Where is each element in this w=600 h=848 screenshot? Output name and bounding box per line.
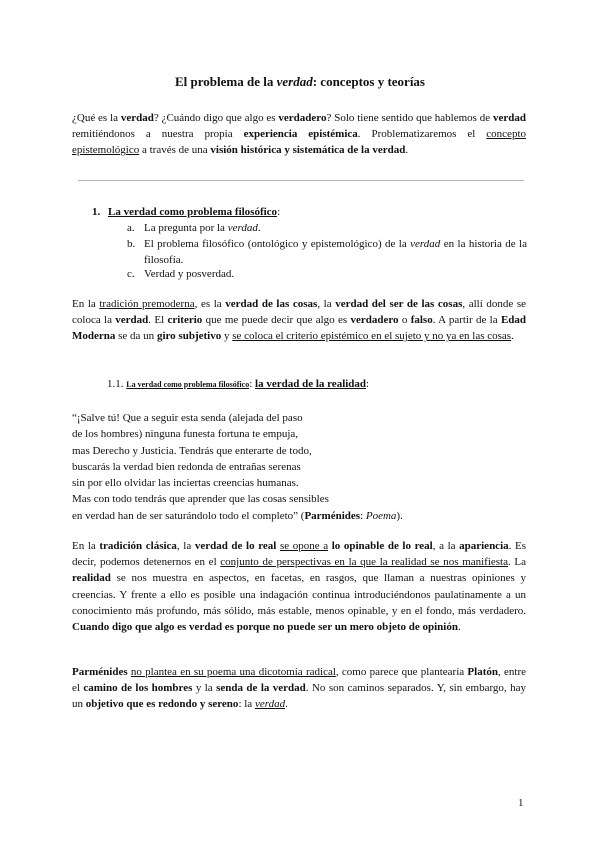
text-run: y: [221, 330, 233, 343]
text-run: .: [511, 330, 514, 343]
text-run: en verdad han de ser saturándolo todo el completo” (: [72, 509, 305, 522]
text-run: verdadero: [278, 112, 327, 124]
text-run: El problema filosófico (ontológico y epistemológico) de la: [144, 238, 411, 250]
text-run: verdad del ser de las cosas: [335, 298, 463, 310]
text-run: En la: [72, 540, 100, 552]
text-run: :: [360, 509, 366, 522]
list-item: b. El problema filosófico (ontológico y epistemológico) de la verdad en la historia de la filosofía.: [127, 238, 527, 267]
text-run: apariencia: [459, 540, 509, 552]
text-run: Edad Moderna: [72, 314, 527, 343]
text-run: . El: [148, 314, 168, 327]
poem-line: [72, 508, 403, 524]
text-run: , como parece que plantearía: [335, 666, 468, 678]
text-run: . No son caminos separados. Y, sin embargo, hay un: [72, 682, 526, 711]
text-run: verdad: [115, 314, 149, 327]
text-run: . La: [507, 556, 526, 569]
text-run: se opone a: [279, 540, 329, 552]
text-run: ).: [396, 509, 403, 522]
text-run: : la: [238, 698, 255, 711]
text-run: Cuando digo que algo es verdad es porque no puede ser un mero objeto de opinión: [72, 621, 458, 634]
premodern-paragraph: [72, 296, 526, 345]
poem-line: Mas con todo tendrás que aprender que las cosas sensibles: [72, 493, 329, 506]
text-run: tradición clásica: [99, 540, 177, 552]
text-run: .: [257, 222, 261, 234]
text-run: se nos muestra en aspectos, en facetas, en rasgos, que llaman a nuestras opiniones y creencias. Y frente a ello es posible una indagación continua introduciéndonos paulatinamente a un conocimiento más profundo, más sólido, más estable, menos opinable, y en el fondo, más verdadero.: [72, 572, 526, 617]
poem-quote: [72, 410, 403, 524]
page-title: El problema de la verdad: conceptos y teorías: [175, 74, 425, 89]
text-run: remitiéndonos a nuestra propia: [72, 128, 244, 141]
text-run: La pregunta por la: [144, 222, 228, 234]
list-item: a. La pregunta por la verdad.: [127, 222, 261, 234]
section-heading: 1. La verdad como problema filosófico:: [92, 206, 281, 218]
poem-line: sin por ello olvidar las inciertas creencias humanas.: [72, 477, 299, 490]
text-run: experiencia epistémica: [243, 128, 358, 141]
text-run: visión histórica y sistemática de la verdad: [210, 144, 406, 157]
text-run: verdad: [227, 222, 258, 234]
text-run: objetivo que es redondo y sereno: [85, 698, 239, 711]
text-run: giro subjetivo: [156, 330, 222, 343]
text-run: , la: [176, 540, 195, 552]
text-run: Verdad y posverdad.: [144, 268, 235, 280]
classical-paragraph: [72, 538, 526, 635]
intro-paragraph: [72, 110, 526, 159]
text-run: ? Solo tiene sentido que hablemos de: [326, 112, 494, 124]
text-run: que me puede decir que algo es: [202, 314, 351, 327]
text-run: senda de la verdad: [216, 682, 306, 695]
text-run: . Problematizaremos el: [357, 128, 487, 141]
text-run: . Es decir, podemos detenernos en el: [72, 540, 526, 569]
text-run: verdadero: [350, 314, 399, 327]
text-run: , es la: [194, 298, 226, 310]
text-run: verdad de las cosas: [225, 298, 318, 310]
text-run: y la: [192, 682, 217, 695]
text-run: concepto epistemológico: [72, 128, 526, 157]
text-run: Parménides: [72, 666, 128, 678]
text-run: En la: [72, 298, 100, 310]
text-run: tradición premoderna: [99, 298, 195, 310]
text-run: en la historia de la filosofía.: [144, 238, 527, 267]
text-run: , entre el: [72, 666, 526, 695]
text-run: , la: [317, 298, 336, 310]
text-run: verdad: [120, 112, 154, 124]
text-run: verdad: [493, 112, 527, 124]
text-run: a través de una: [139, 144, 211, 157]
text-run: ? ¿Cuándo digo que algo es: [153, 112, 279, 124]
text-run: Poema: [365, 509, 397, 522]
text-run: verdad: [254, 698, 286, 711]
poem-line: “¡Salve tú! Que a seguir esta senda (alejada del paso: [72, 412, 303, 424]
poem-line: buscarás la verdad bien redonda de entrañas serenas: [72, 460, 301, 473]
text-run: Platón: [467, 666, 498, 678]
text-run: Parménides: [304, 509, 361, 522]
text-run: .: [285, 698, 288, 711]
text-run: criterio: [167, 314, 203, 327]
text-run: ¿Qué es la: [72, 112, 121, 124]
text-run: o: [398, 314, 411, 327]
text-run: , allí donde se coloca la: [72, 298, 527, 327]
text-run: falso: [410, 314, 433, 327]
text-run: , a la: [432, 540, 460, 552]
text-run: se coloca el criterio epistémico en el sujeto y no ya en las cosas: [232, 330, 512, 343]
text-run: verdad de lo real: [194, 540, 277, 552]
text-run: verdad: [410, 238, 441, 250]
parmenides-paragraph: [72, 664, 526, 713]
text-run: no plantea en su poema una dicotomía radical: [130, 666, 336, 678]
horizontal-divider: [78, 180, 524, 181]
text-run: realidad: [72, 572, 111, 585]
text-run: .: [457, 621, 461, 634]
page-number: 1: [518, 797, 524, 809]
poem-line: mas Derecho y Justicia. Tendrás que enterarte de todo,: [72, 444, 312, 457]
text-run: lo opinable de lo real: [331, 540, 433, 552]
text-run: .: [405, 144, 409, 157]
list-item: c. Verdad y posverdad.: [127, 268, 235, 280]
text-run: se da un: [115, 330, 157, 343]
text-run: . A partir de la: [432, 314, 501, 327]
text-run: camino de los hombres: [83, 682, 193, 695]
poem-line: de los hombres) ninguna funesta fortuna te empuja,: [72, 428, 299, 441]
text-run: conjunto de perspectivas en la que la realidad se nos manifiesta: [220, 556, 508, 569]
subsection-heading: 1.1. La verdad como problema filosófico: la verdad de la realidad:: [107, 378, 370, 390]
